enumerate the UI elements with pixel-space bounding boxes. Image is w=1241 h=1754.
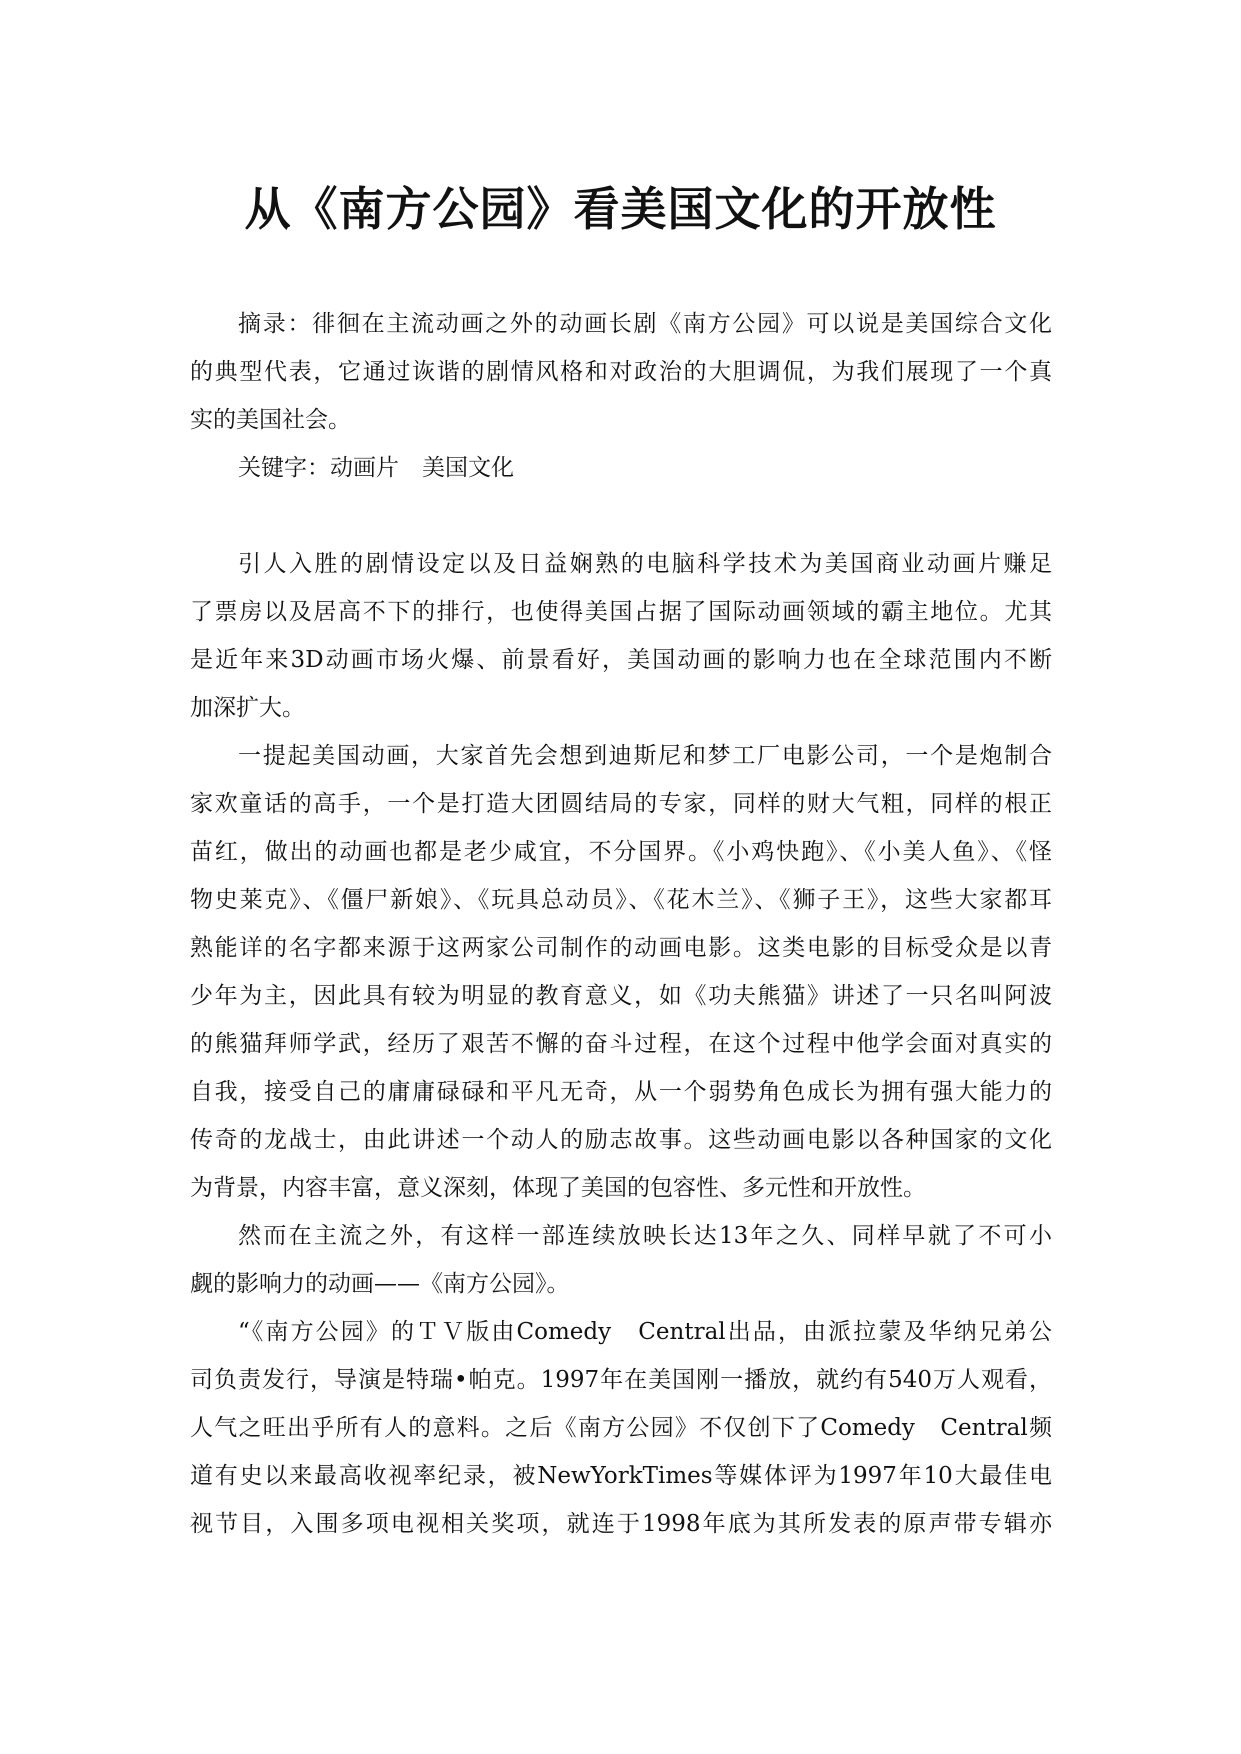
- paragraph-line: 加深扩大。: [190, 695, 305, 721]
- section-gap: [190, 492, 1052, 540]
- paragraph-line: 传奇的龙战士，由此讲述一个动人的励志故事。这些动画电影以各种国家的文化: [190, 1127, 1052, 1153]
- paragraph-line: 了票房以及居高不下的排行，也使得美国占据了国际动画领域的霸主地位。尤其: [190, 599, 1052, 625]
- paragraph-line: 一提起美国动画，大家首先会想到迪斯尼和梦工厂电影公司，一个是炮制合: [238, 743, 1052, 769]
- paragraph-line: 苗红，做出的动画也都是老少咸宜，不分国界。《小鸡快跑》、《小美人鱼》、《怪: [190, 839, 1052, 865]
- paragraph-line: 道有史以来最高收视率纪录，被NewYorkTimes等媒体评为1997年10大最佳电: [190, 1463, 1052, 1489]
- body-paragraph-1: [190, 540, 1052, 732]
- paragraph-line: 觑的影响力的动画——《南方公园》。: [190, 1271, 570, 1297]
- body-paragraph-2: [190, 732, 1052, 1212]
- body-paragraph-3: [190, 1212, 1052, 1308]
- abstract-line: 摘录：徘徊在主流动画之外的动画长剧《南方公园》可以说是美国综合文化: [238, 311, 1052, 337]
- paragraph-line: 是近年来3D动画市场火爆、前景看好，美国动画的影响力也在全球范围内不断: [190, 647, 1052, 673]
- paragraph-line: 为背景，内容丰富，意义深刻，体现了美国的包容性、多元性和开放性。: [190, 1175, 926, 1201]
- paragraph-line: 家欢童话的高手，一个是打造大团圆结局的专家，同样的财大气粗，同样的根正: [190, 791, 1052, 817]
- document-body: [190, 300, 1052, 1548]
- keywords-paragraph: [190, 444, 1052, 492]
- paragraph-line: 自我，接受自己的庸庸碌碌和平凡无奇，从一个弱势角色成长为拥有强大能力的: [190, 1079, 1052, 1105]
- paragraph-line: 司负责发行，导演是特瑞•帕克。1997年在美国刚一播放，就约有540万人观看，: [190, 1367, 1052, 1393]
- paragraph-line: 然而在主流之外，有这样一部连续放映长达13年之久、同样早就了不可小: [238, 1223, 1052, 1249]
- paragraph-line: 人气之旺出乎所有人的意料。之后《南方公园》不仅创下了Comedy Central频: [190, 1415, 1052, 1441]
- abstract-paragraph: [190, 300, 1052, 444]
- paragraph-line: 引人入胜的剧情设定以及日益娴熟的电脑科学技术为美国商业动画片赚足: [238, 551, 1052, 577]
- abstract-line: 实的美国社会。: [190, 407, 351, 433]
- abstract-line: 的典型代表，它通过诙谐的剧情风格和对政治的大胆调侃，为我们展现了一个真: [190, 359, 1052, 385]
- paragraph-line: “《南方公园》的ＴＶ版由Comedy Central出品，由派拉蒙及华纳兄弟公: [238, 1319, 1052, 1345]
- paragraph-line: 物史莱克》、《僵尸新娘》、《玩具总动员》、《花木兰》、《狮子王》，这些大家都耳: [190, 887, 1052, 913]
- paragraph-line: 熟能详的名字都来源于这两家公司制作的动画电影。这类电影的目标受众是以青: [190, 935, 1052, 961]
- paragraph-line: 视节目，入围多项电视相关奖项，就连于1998年底为其所发表的原声带专辑亦: [190, 1511, 1052, 1537]
- body-paragraph-4: [190, 1308, 1052, 1548]
- paragraph-line: 少年为主，因此具有较为明显的教育意义，如《功夫熊猫》讲述了一只名叫阿波: [190, 983, 1052, 1009]
- paragraph-line: 的熊猫拜师学武，经历了艰苦不懈的奋斗过程，在这个过程中他学会面对真实的: [190, 1031, 1052, 1057]
- document-title: 从《南方公园》看美国文化的开放性: [244, 181, 997, 236]
- keywords-line: 关键字：动画片 美国文化: [238, 455, 514, 481]
